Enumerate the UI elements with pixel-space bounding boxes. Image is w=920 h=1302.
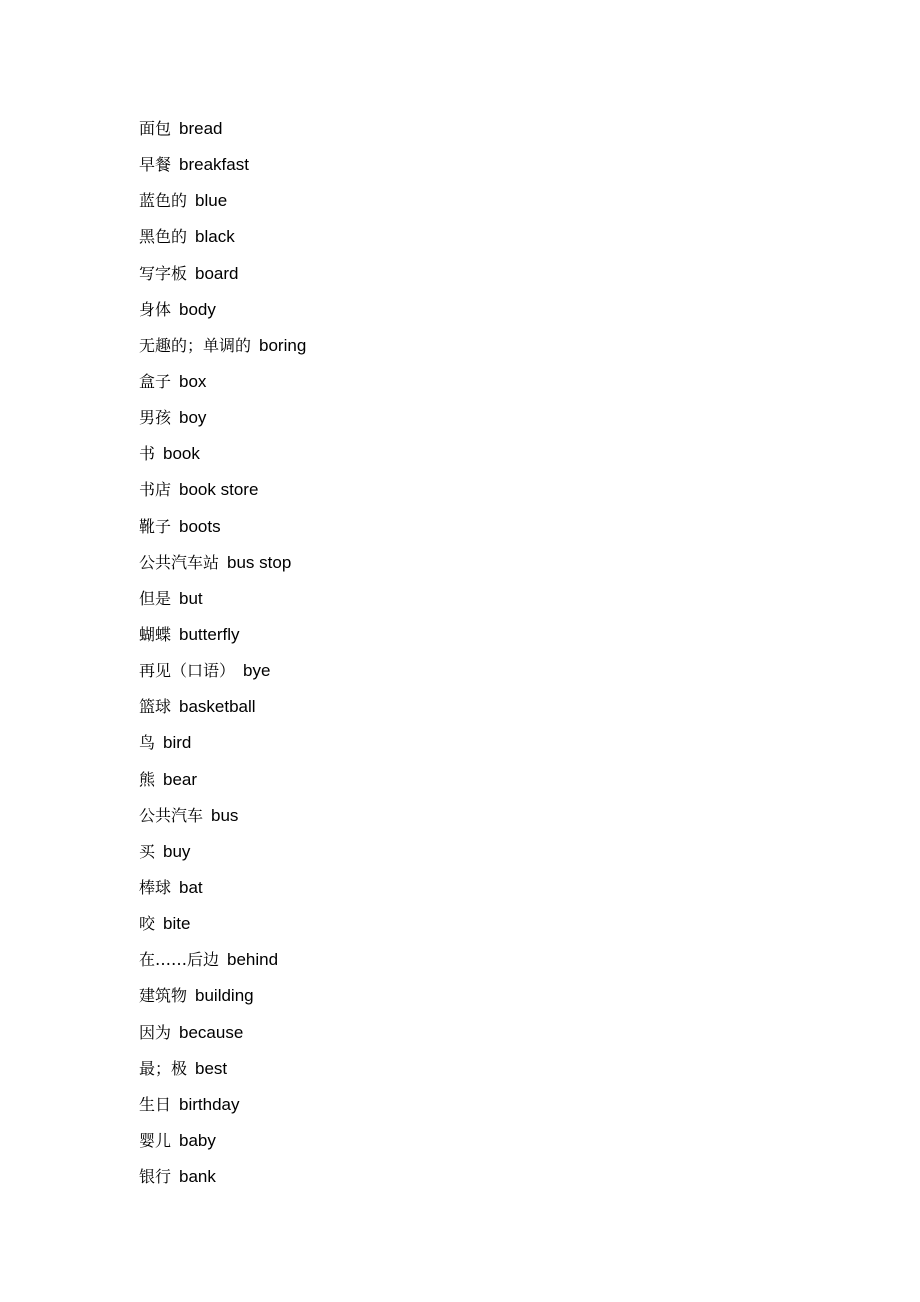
vocabulary-entry	[139, 472, 306, 508]
chinese-term: 书店	[139, 480, 172, 500]
english-word: basketball	[179, 697, 256, 717]
vocabulary-entry	[139, 906, 306, 942]
english-word: board	[195, 263, 239, 283]
chinese-term: 篮球	[139, 697, 172, 717]
vocabulary-entry	[139, 870, 306, 906]
vocabulary-entry	[139, 256, 306, 292]
english-word: building	[195, 986, 254, 1006]
vocabulary-entry	[139, 1159, 306, 1195]
english-word: bite	[163, 914, 191, 934]
vocabulary-entry	[139, 942, 306, 978]
english-word: bus stop	[227, 552, 292, 572]
english-word: blue	[195, 191, 228, 211]
vocabulary-entry	[139, 762, 306, 798]
chinese-term: 再见（口语）	[139, 661, 236, 681]
english-word: book store	[179, 480, 259, 500]
chinese-term: 盒子	[139, 371, 172, 391]
vocabulary-entry	[139, 328, 306, 364]
chinese-term: 在……后边	[139, 950, 220, 970]
vocabulary-entry	[139, 364, 306, 400]
english-word: bank	[179, 1167, 216, 1187]
vocabulary-entry	[139, 689, 306, 725]
english-word: boy	[179, 408, 207, 428]
english-word: bat	[179, 877, 203, 897]
vocabulary-entry	[139, 1123, 306, 1159]
chinese-term: 鸟	[139, 733, 156, 753]
english-word: because	[179, 1022, 244, 1042]
vocabulary-entry	[139, 147, 306, 183]
vocabulary-entry	[139, 978, 306, 1014]
chinese-term: 棒球	[139, 877, 172, 897]
chinese-term: 面包	[139, 119, 172, 138]
english-word: bird	[163, 733, 192, 753]
english-word: body	[179, 299, 216, 319]
english-word: behind	[227, 950, 279, 970]
vocabulary-entry	[139, 617, 306, 653]
english-word: boring	[259, 335, 307, 355]
vocabulary-entry	[139, 509, 306, 545]
chinese-term: 熊	[139, 769, 156, 789]
chinese-term: 生日	[139, 1094, 172, 1114]
english-word: birthday	[179, 1094, 240, 1114]
english-word: black	[195, 227, 235, 247]
chinese-term: 咬	[139, 914, 156, 934]
chinese-term: 身体	[139, 299, 172, 319]
chinese-term: 因为	[139, 1022, 172, 1042]
vocabulary-entry	[139, 725, 306, 761]
chinese-term: 建筑物	[139, 986, 188, 1006]
english-word: bye	[243, 661, 271, 681]
english-word: buy	[163, 841, 191, 861]
english-word: book	[163, 444, 200, 464]
english-word: butterfly	[179, 624, 240, 644]
chinese-term: 最；极	[139, 1058, 188, 1078]
chinese-term: 银行	[139, 1167, 172, 1187]
vocabulary-entry	[139, 834, 306, 870]
vocabulary-entry	[139, 653, 306, 689]
chinese-term: 写字板	[139, 263, 188, 283]
vocabulary-entry	[139, 1015, 306, 1051]
chinese-term: 靴子	[139, 516, 172, 536]
chinese-term: 蓝色的	[139, 191, 188, 211]
vocabulary-entry	[139, 545, 306, 581]
vocabulary-entry	[139, 111, 306, 147]
vocabulary-entry	[139, 436, 306, 472]
english-word: baby	[179, 1130, 216, 1150]
chinese-term: 蝴蝶	[139, 624, 172, 644]
vocabulary-entry	[139, 1087, 306, 1123]
vocabulary-entry	[139, 219, 306, 255]
english-word: boots	[179, 516, 221, 536]
english-word: bread	[179, 119, 223, 138]
vocabulary-entry	[139, 1051, 306, 1087]
chinese-term: 买	[139, 841, 156, 861]
chinese-term: 但是	[139, 588, 172, 608]
english-word: bear	[163, 769, 198, 789]
vocabulary-entry	[139, 183, 306, 219]
chinese-term: 婴儿	[139, 1130, 172, 1150]
vocabulary-entry	[139, 581, 306, 617]
vocabulary-list	[139, 111, 306, 1195]
english-word: bus	[211, 805, 239, 825]
chinese-term: 早餐	[139, 155, 172, 175]
english-word: but	[179, 588, 203, 608]
english-word: box	[179, 371, 207, 391]
vocabulary-entry	[139, 292, 306, 328]
chinese-term: 公共汽车站	[139, 552, 220, 572]
vocabulary-entry	[139, 798, 306, 834]
chinese-term: 黑色的	[139, 227, 188, 247]
chinese-term: 公共汽车	[139, 805, 204, 825]
english-word: best	[195, 1058, 228, 1078]
chinese-term: 无趣的；单调的	[139, 335, 252, 355]
vocabulary-entry	[139, 400, 306, 436]
chinese-term: 男孩	[139, 408, 172, 428]
chinese-term: 书	[139, 444, 156, 464]
english-word: breakfast	[179, 155, 249, 175]
